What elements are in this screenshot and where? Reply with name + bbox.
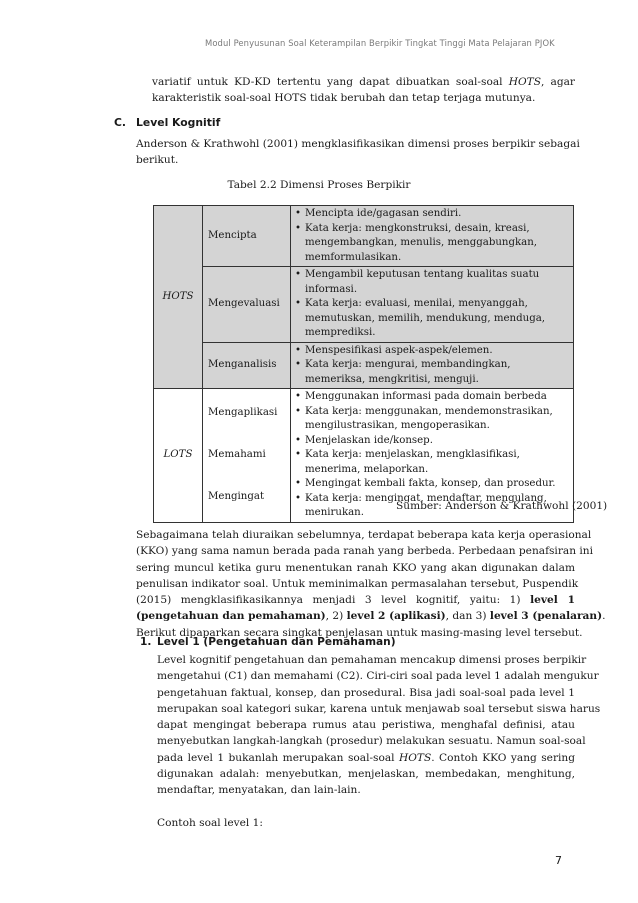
para-line: pengetahuan faktual, konsep, dan prosedural. Bisa jadi soal-soal pada level 1 <box>157 686 575 699</box>
intro-paragraph <box>152 74 575 107</box>
para-line: (KKO) yang sama namun berada pada ranah yang berbeda. Perbedaan penafsiran ini <box>136 545 593 558</box>
para-line: pada level 1 bukanlah merupakan soal-soal HOTS. Contoh KKO yang sering <box>157 751 576 764</box>
category-mengevaluasi: Mengevaluasi <box>208 298 280 309</box>
table-row <box>154 206 574 267</box>
section-c-paragraph <box>136 136 580 169</box>
example-label: Contoh soal level 1: <box>157 817 263 829</box>
para-line: menyebutkan langkah-langkah (prosedur) melakukan sesuatu. Namun soal-soal <box>157 735 586 748</box>
para-line: mendaftar, menyatakan, dan lain-lain. <box>157 784 361 797</box>
category-cell <box>203 389 291 523</box>
para-line: sering muncul ketika guru menentukan ranah KKO yang akan digunakan dalam <box>136 561 575 574</box>
table-row <box>154 342 574 389</box>
category-cell <box>203 267 291 343</box>
intro-line-1: variatif untuk KD-KD tertentu yang dapat dibuatkan soal-soal HOTS, agar <box>152 76 575 88</box>
category-cell <box>203 206 291 267</box>
level1-paragraph <box>157 652 601 799</box>
category-memahami: Memahami <box>208 449 266 461</box>
hots-label-cell <box>154 206 203 389</box>
description-cell <box>291 342 574 389</box>
para-text: (2015) mengklasifikasikannya menjadi 3 level kognitif, yaitu: 1) <box>136 594 521 607</box>
bullet-item: • Menjelaskan ide/konsep. <box>295 434 569 449</box>
bullet-item: • Kata kerja: mengingat, mendaftar, mengulang, menirukan. <box>295 492 569 521</box>
description-cell <box>291 206 574 267</box>
bullet-item: • Menggunakan informasi pada domain berbeda <box>295 390 569 405</box>
lots-categories <box>203 392 290 518</box>
bullet-item: • Kata kerja: mengkonstruksi, desain, kreasi, mengembangkan, menulis, menggabungkan, memformulasikan. <box>295 222 569 266</box>
level-1-term: level 1 <box>530 594 575 607</box>
para-line: dapat mengingat beberapa rumus atau peristiwa, menghafal definisi, atau <box>157 719 575 732</box>
section-title: Level Kognitif <box>136 116 221 129</box>
intro-line-2: karakteristik soal-soal HOTS tidak berubah dan tetap terjaga mutunya. <box>152 92 536 105</box>
lots-label-cell <box>154 389 203 523</box>
para-line: penulisan indikator soal. Untuk meminimalkan permasalahan tersebut, Puspendik <box>136 577 579 590</box>
category-mengaplikasi: Mengaplikasi <box>208 407 278 419</box>
level-3-term: level 3 (penalaran) <box>489 610 603 623</box>
category-cell <box>203 342 291 389</box>
bullet-item: • Kata kerja: menggunakan, mendemonstrasikan, mengilustrasikan, mengoperasikan. <box>295 405 569 434</box>
list-title: Level 1 (Pengetahuan dan Pemahaman) <box>157 636 396 648</box>
table-source: Sumber: Anderson & Krathwohl (2001) <box>396 500 608 512</box>
category-menganalisis: Menganalisis <box>208 359 277 370</box>
hots-term: HOTS <box>399 751 432 764</box>
para-line <box>136 608 606 624</box>
bullet-item: • Kata kerja: menjelaskan, mengklasifikasi, menerima, melaporkan. <box>295 448 569 477</box>
bullet-item: • Kata kerja: mengurai, membandingkan, memeriksa, mengkritisi, menguji. <box>295 358 569 387</box>
hots-term: HOTS <box>508 76 541 88</box>
section-letter: C. <box>114 116 127 129</box>
category-mencipta: Mencipta <box>208 229 257 241</box>
level-2-term: level 2 (aplikasi) <box>346 610 446 623</box>
bullet-item: • Menspesifikasi aspek-aspek/elemen. <box>295 344 569 359</box>
bullet-item: • Kata kerja: evaluasi, menilai, menyanggah, memutuskan, memilih, mendukung, menduga, memprediksi. <box>295 297 569 341</box>
list-item-heading <box>140 636 396 648</box>
para-text: , dan 3) <box>445 610 487 623</box>
category-mengingat: Mengingat <box>208 491 265 503</box>
list-number: 1. <box>140 636 152 648</box>
description-cell <box>291 267 574 343</box>
para-text: . <box>602 610 606 623</box>
section-c-line-2: berikut. <box>136 154 179 167</box>
bullet-item: • Mencipta ide/gagasan sendiri. <box>295 207 569 222</box>
bullet-item: • Mengingat kembali fakta, konsep, dan prosedur. <box>295 477 569 492</box>
para-line <box>136 592 575 608</box>
para-line: mengetahui (C1) dan memahami (C2). Ciri-ciri soal pada level 1 adalah mengukur <box>157 670 599 683</box>
para-line: merupakan soal kategori sukar, karena untuk menjawab soal tersebut siswa harus <box>157 702 601 715</box>
table-row <box>154 267 574 343</box>
classification-paragraph <box>136 527 606 641</box>
bullet-item: • Mengambil keputusan tentang kualitas suatu informasi. <box>295 268 569 297</box>
para-line: Berikut dipaparkan secara singkat penjelasan untuk masing-masing level tersebut. <box>136 626 583 639</box>
running-header: Modul Penyusunan Soal Keterampilan Berpikir Tingkat Tinggi Mata Pelajaran PJOK <box>205 38 555 48</box>
para-line: Level kognitif pengetahuan dan pemahaman mencakup dimensi proses berpikir <box>157 654 587 666</box>
section-c-line-1: Anderson & Krathwohl (2001) mengklasifikasikan dimensi proses berpikir sebagai <box>136 138 580 150</box>
level-1-desc: (pengetahuan dan pemahaman) <box>136 610 326 623</box>
hots-label: HOTS <box>162 290 194 302</box>
section-heading <box>114 116 220 129</box>
cognitive-dimension-table <box>153 205 574 523</box>
para-text: , 2) <box>325 610 344 623</box>
para-line: Sebagaimana telah diuraikan sebelumnya, terdapat beberapa kata kerja operasional <box>136 529 592 541</box>
lots-label: LOTS <box>163 449 193 460</box>
para-line: digunakan adalah: menyebutkan, menjelaskan, membedakan, menghitung, <box>157 768 575 781</box>
page-number: 7 <box>555 854 562 867</box>
table-caption: Tabel 2.2 Dimensi Proses Berpikir <box>227 179 411 191</box>
